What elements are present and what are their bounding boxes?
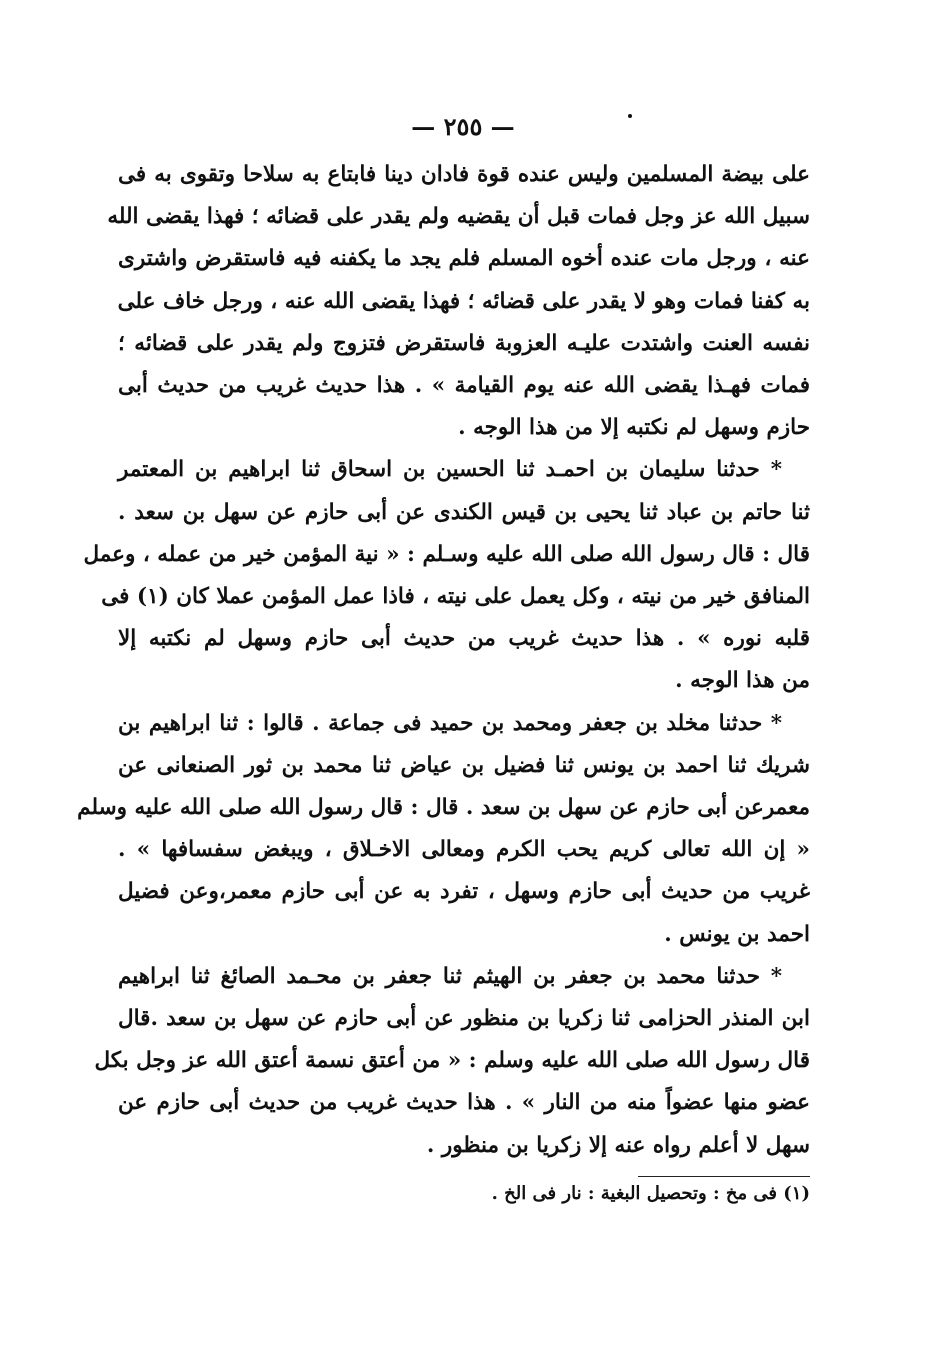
page-number: — ٢٥٥ — bbox=[411, 112, 515, 141]
paragraph-2 bbox=[83, 449, 810, 702]
text-line: سبيل الله عز وجل فمات قبل أن يقضيه ولم يقدر على قضائه ؛ فهذا يقضى الله bbox=[107, 204, 810, 230]
text-line: قال رسول الله صلى الله عليه وسلم : « من أعتق نسمة أعتق الله عز وجل بكل bbox=[94, 1048, 810, 1074]
text-line: قال : قال رسول الله صلى الله عليه وسـلم : « نية المؤمن خير من عمله ، وعمل bbox=[83, 541, 810, 567]
paragraph-4 bbox=[94, 956, 810, 1167]
text-line: عضو منها عضواً منه من النار » . هذا حديث غريب من حديث أبى حازم عن bbox=[118, 1090, 810, 1116]
text-line: * حدثنا مخلد بن جعفر ومحمد بن حميد فى جماعة . قالوا : ثنا ابراهيم بن bbox=[118, 710, 782, 736]
text-line: حازم وسهل لم نكتبه إلا من هذا الوجه . bbox=[458, 415, 810, 441]
text-line: * حدثنا محمد بن جعفر بن الهيثم ثنا جعفر بن محـمد الصائغ ثنا ابراهيم bbox=[118, 963, 782, 989]
text-line: معمرعن أبى حازم عن سهل بن سعد . قال : قال رسول الله صلى الله عليه وسلم bbox=[77, 795, 810, 821]
text-line: شريك ثنا احمد بن يونس ثنا فضيل بن عياض ثنا محمد بن ثور الصنعانى عن bbox=[118, 752, 810, 778]
text-line: من هذا الوجه . bbox=[675, 668, 810, 694]
text-line: عنه ، ورجل مات عنده أخوه المسلم فلم يجد ما يكفنه فيه فاستقرض واشترى bbox=[118, 246, 810, 272]
text-line: سهل لا أعلم رواه عنه إلا زكريا بن منظور . bbox=[426, 1132, 810, 1158]
text-line: به كفنا فمات وهو لا يقدر على قضائه ؛ فهذا يقضى الله عنه ، ورجل خاف على bbox=[117, 288, 810, 314]
text-line: على بيضة المسلمين وليس عنده قوة فادان دينا فابتاع به سلاحا وتقوى به فى bbox=[118, 162, 810, 187]
text-line: * حدثنا سليمان بن احمـد ثنا الحسين بن اسحاق ثنا ابراهيم بن المعتمر bbox=[118, 457, 782, 483]
text-line: غريب من حديث أبى حازم وسهل ، تفرد به عن أبى حازم معمر،وعن فضيل bbox=[118, 879, 810, 905]
footnote: (١) فى مخ : وتحصيل البغية : نار فى الخ . bbox=[491, 1183, 810, 1204]
text-line: « إن الله تعالى كريم يحب الكرم ومعالى الاخـلاق ، ويبغض سفسافها » . bbox=[118, 837, 810, 863]
paragraph-3 bbox=[77, 703, 810, 956]
footnote-divider bbox=[638, 1176, 810, 1177]
paragraph-1 bbox=[107, 154, 810, 449]
text-line: ثنا حاتم بن عباد ثنا يحيى بن قيس الكندى عن أبى حازم عن سهل بن سعد . bbox=[118, 499, 810, 525]
text-line: احمد بن يونس . bbox=[664, 921, 810, 947]
text-line: فمات فهـذا يقضى الله عنه يوم القيامة » . هذا حديث غريب من حديث أبى bbox=[118, 373, 810, 399]
text-line: المنافق خير من نيته ، وكل يعمل على نيته ، فاذا عمل المؤمن عملا كان (١) فى bbox=[101, 584, 810, 610]
text-line: قلبه نوره » . هذا حديث غريب من حديث أبى حازم وسهل لم نكتبه إلا bbox=[118, 626, 810, 652]
text-line: نفسه العنت واشتدت عليـه العزوبة فاستقرض فتزوج ولم يقدر على قضائه ؛ bbox=[118, 330, 810, 356]
page-body bbox=[77, 154, 810, 1167]
text-line: ابن المنذر الحزامى ثنا زكريا بن منظور عن أبى حازم عن سهل بن سعد .قال bbox=[118, 1006, 810, 1032]
